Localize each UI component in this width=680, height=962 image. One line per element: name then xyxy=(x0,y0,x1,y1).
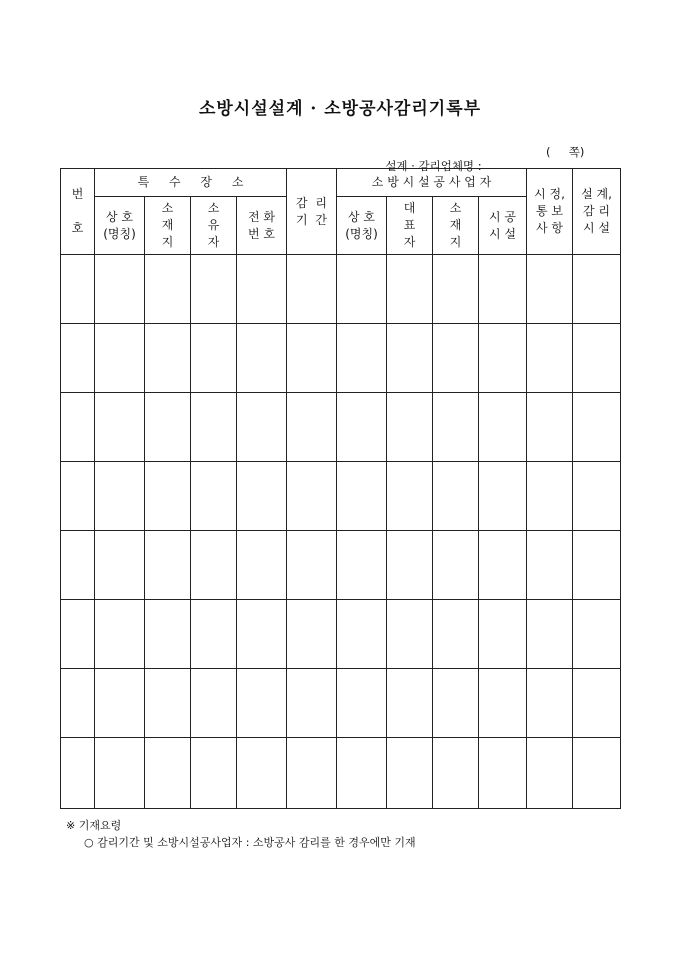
table-row xyxy=(61,393,621,462)
table-cell[interactable] xyxy=(387,255,433,324)
table-row xyxy=(61,462,621,531)
table-cell[interactable] xyxy=(527,393,573,462)
table-cell[interactable] xyxy=(337,255,387,324)
table-cell[interactable] xyxy=(479,738,527,809)
table-cell[interactable] xyxy=(287,669,337,738)
table-cell[interactable] xyxy=(95,738,145,809)
table-cell[interactable] xyxy=(433,462,479,531)
table-cell[interactable] xyxy=(433,393,479,462)
table-cell[interactable] xyxy=(527,738,573,809)
table-cell[interactable] xyxy=(237,669,287,738)
table-cell[interactable] xyxy=(573,462,621,531)
table-cell[interactable] xyxy=(387,393,433,462)
table-cell[interactable] xyxy=(145,393,191,462)
table-cell[interactable] xyxy=(191,531,237,600)
table-cell[interactable] xyxy=(95,393,145,462)
table-row xyxy=(61,324,621,393)
table-cell[interactable] xyxy=(237,738,287,809)
header-special-place: 특 수 장 소 xyxy=(95,169,287,197)
table-row xyxy=(61,738,621,809)
table-row xyxy=(61,255,621,324)
table-cell[interactable] xyxy=(191,462,237,531)
table-row xyxy=(61,531,621,600)
table-cell[interactable] xyxy=(433,531,479,600)
table-row xyxy=(61,600,621,669)
notes xyxy=(66,817,416,851)
table-cell[interactable] xyxy=(527,255,573,324)
table-cell[interactable] xyxy=(479,255,527,324)
table-cell[interactable] xyxy=(479,669,527,738)
table-cell[interactable] xyxy=(61,324,95,393)
table-cell[interactable] xyxy=(95,531,145,600)
table-cell[interactable] xyxy=(387,738,433,809)
header-row-1 xyxy=(61,169,621,197)
table-cell[interactable] xyxy=(95,600,145,669)
table-cell[interactable] xyxy=(191,669,237,738)
table-cell[interactable] xyxy=(479,324,527,393)
table-cell[interactable] xyxy=(479,531,527,600)
table-cell[interactable] xyxy=(191,255,237,324)
table-cell[interactable] xyxy=(145,531,191,600)
table-cell[interactable] xyxy=(337,669,387,738)
table-cell[interactable] xyxy=(191,738,237,809)
table-cell[interactable] xyxy=(527,462,573,531)
header-ct-name: 상 호 (명칭) xyxy=(337,197,387,255)
header-contractor: 소 방 시 설 공 사 업 자 xyxy=(337,169,527,197)
table-cell[interactable] xyxy=(479,393,527,462)
table-cell[interactable] xyxy=(527,324,573,393)
table-cell[interactable] xyxy=(287,393,337,462)
table-cell[interactable] xyxy=(95,255,145,324)
table-cell[interactable] xyxy=(191,324,237,393)
table-row xyxy=(61,669,621,738)
notes-item: ○ 감리기간 및 소방시설공사업자 : 소방공사 감리를 한 경우에만 기재 xyxy=(84,836,416,849)
table-cell[interactable] xyxy=(287,462,337,531)
table-cell[interactable] xyxy=(287,531,337,600)
table-cell[interactable] xyxy=(527,600,573,669)
table-cell[interactable] xyxy=(191,393,237,462)
table-cell[interactable] xyxy=(573,531,621,600)
header-sp-name: 상 호 (명칭) xyxy=(95,197,145,255)
page-title: 소방시설설계 · 소방공사감리기록부 xyxy=(198,99,482,119)
table-cell[interactable] xyxy=(479,462,527,531)
table-cell[interactable] xyxy=(191,600,237,669)
table-cell[interactable] xyxy=(337,600,387,669)
table-cell[interactable] xyxy=(145,738,191,809)
table-cell[interactable] xyxy=(237,393,287,462)
table-cell[interactable] xyxy=(337,393,387,462)
table-cell[interactable] xyxy=(337,531,387,600)
table-cell[interactable] xyxy=(387,531,433,600)
table-cell[interactable] xyxy=(145,669,191,738)
table-cell[interactable] xyxy=(61,393,95,462)
header-ct-facility: 시 공 시 설 xyxy=(479,197,527,255)
table-cell[interactable] xyxy=(61,462,95,531)
header-design-facility: 설 계, 감 리 시 설 xyxy=(573,169,621,255)
table-cell[interactable] xyxy=(337,738,387,809)
header-notice: 시 정, 통 보 사 항 xyxy=(527,169,573,255)
table-cell[interactable] xyxy=(573,393,621,462)
header-sp-location: 소 재 지 xyxy=(145,197,191,255)
record-table xyxy=(60,168,621,809)
table-cell[interactable] xyxy=(287,255,337,324)
table-cell[interactable] xyxy=(527,669,573,738)
header-sp-phone: 전 화 번 호 xyxy=(237,197,287,255)
table-cell[interactable] xyxy=(95,462,145,531)
table-cell[interactable] xyxy=(61,531,95,600)
table-cell[interactable] xyxy=(433,738,479,809)
table-cell[interactable] xyxy=(433,255,479,324)
header-supervision-period: 감 리 기 간 xyxy=(287,169,337,255)
table-cell[interactable] xyxy=(61,600,95,669)
table-cell[interactable] xyxy=(387,669,433,738)
table-cell[interactable] xyxy=(287,738,337,809)
table-cell[interactable] xyxy=(145,600,191,669)
table-cell[interactable] xyxy=(287,324,337,393)
notes-heading: ※ 기재요령 xyxy=(66,819,122,832)
table-cell[interactable] xyxy=(61,255,95,324)
company-name-label: 설계 · 감리업체명 : xyxy=(385,159,482,173)
table-cell[interactable] xyxy=(95,669,145,738)
table-cell[interactable] xyxy=(387,462,433,531)
table-cell[interactable] xyxy=(337,324,387,393)
table-cell[interactable] xyxy=(145,255,191,324)
table-cell[interactable] xyxy=(145,462,191,531)
table-cell[interactable] xyxy=(527,531,573,600)
table-cell[interactable] xyxy=(237,531,287,600)
header-number: 번 호 xyxy=(61,169,95,255)
table-cell[interactable] xyxy=(573,600,621,669)
table-cell[interactable] xyxy=(237,462,287,531)
table-cell[interactable] xyxy=(479,600,527,669)
table-cell[interactable] xyxy=(573,255,621,324)
table-cell[interactable] xyxy=(387,600,433,669)
table-cell[interactable] xyxy=(573,738,621,809)
table-cell[interactable] xyxy=(237,255,287,324)
table-cell[interactable] xyxy=(145,324,191,393)
table-cell[interactable] xyxy=(287,600,337,669)
header-ct-location: 소 재 지 xyxy=(433,197,479,255)
table-cell[interactable] xyxy=(237,600,287,669)
table-cell[interactable] xyxy=(573,669,621,738)
header-sp-owner: 소 유 자 xyxy=(191,197,237,255)
page-count-label: ( 쪽) xyxy=(546,145,585,159)
table-cell[interactable] xyxy=(573,324,621,393)
table-cell[interactable] xyxy=(95,324,145,393)
table-cell[interactable] xyxy=(433,669,479,738)
table-cell[interactable] xyxy=(61,669,95,738)
header-ct-rep: 대 표 자 xyxy=(387,197,433,255)
table-cell[interactable] xyxy=(337,462,387,531)
table-cell[interactable] xyxy=(433,600,479,669)
table-cell[interactable] xyxy=(61,738,95,809)
table-cell[interactable] xyxy=(387,324,433,393)
table-cell[interactable] xyxy=(433,324,479,393)
table-cell[interactable] xyxy=(237,324,287,393)
